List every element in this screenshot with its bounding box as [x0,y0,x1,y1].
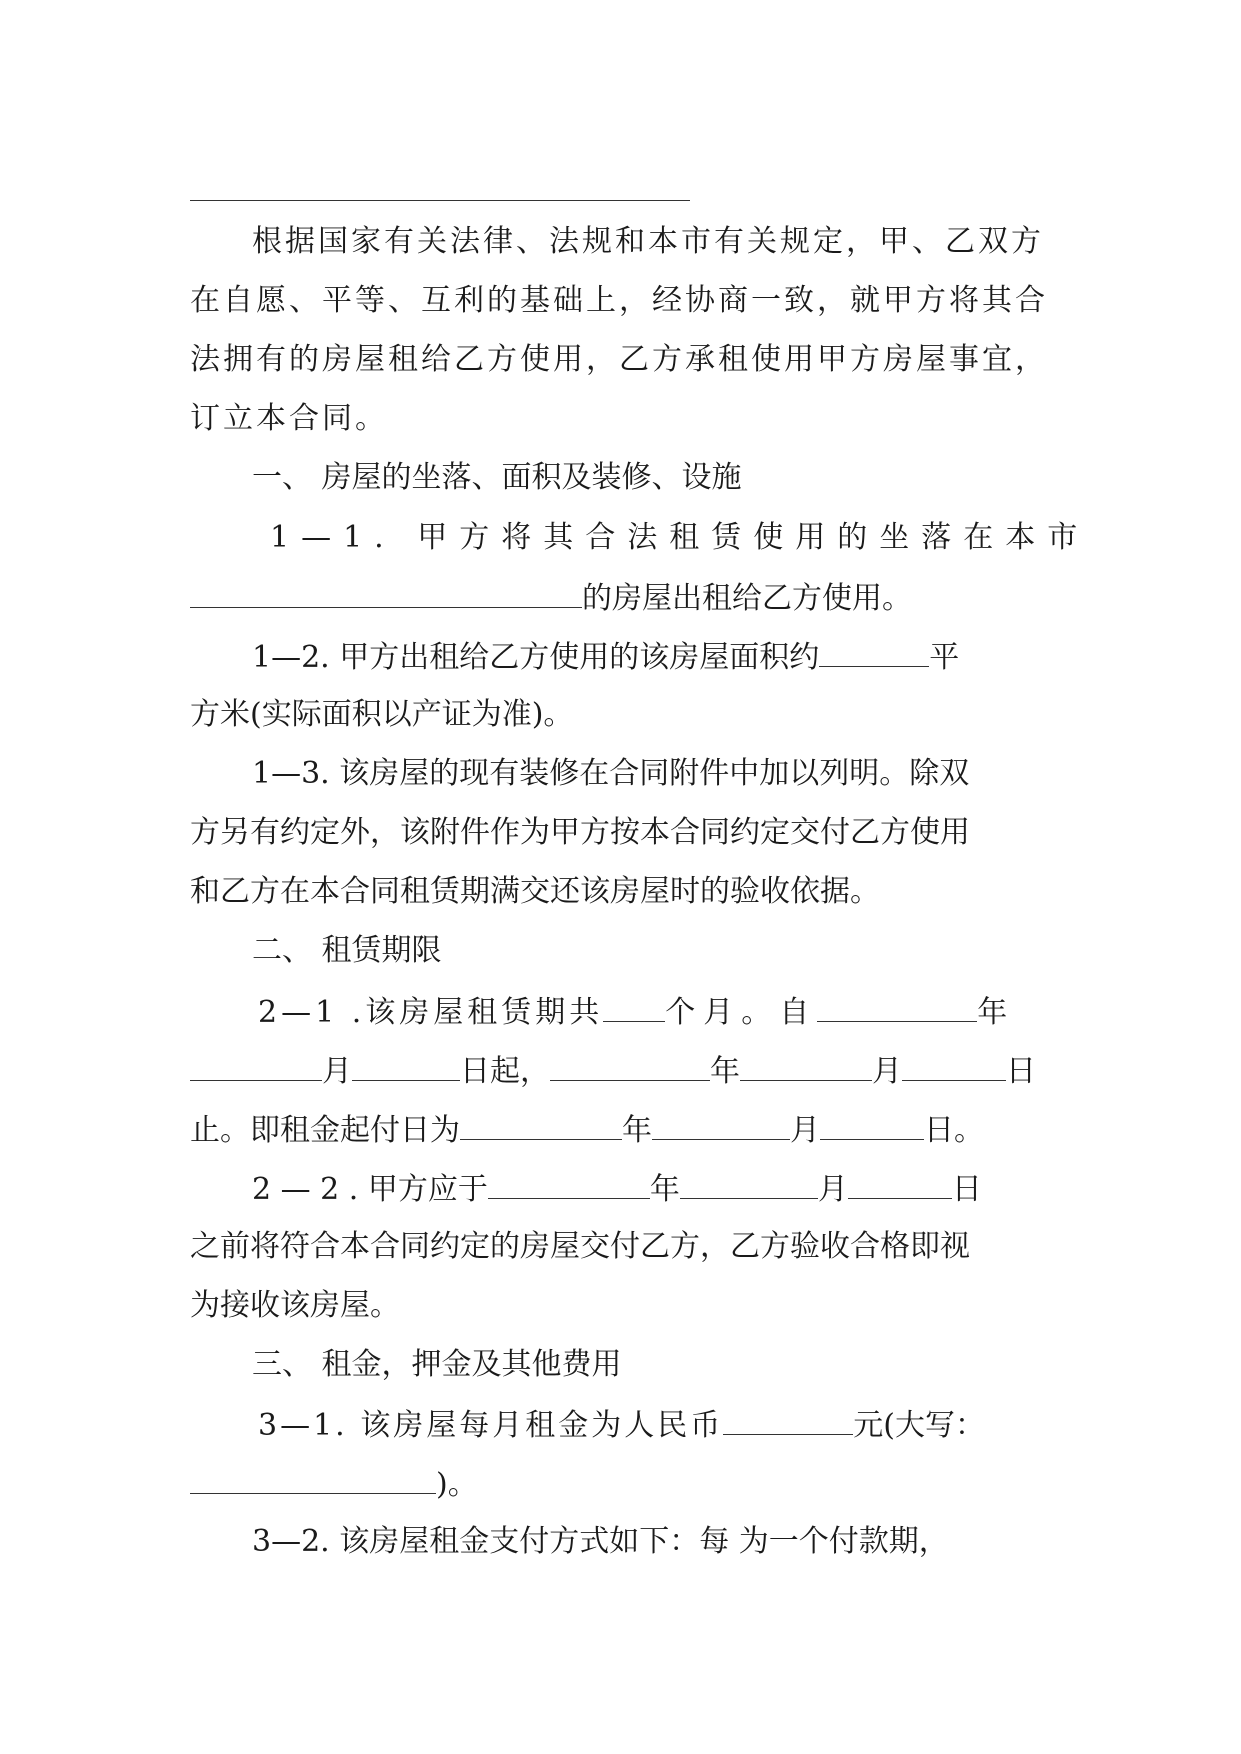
clause-2-2-line-2: 之前将符合本合同约定的房屋交付乙方，乙方验收合格即视 [190,1229,970,1264]
clause-1-2-text: 1—2. 甲方出租给乙方使用的该房屋面积约 [252,640,820,675]
section-3-heading: 三、 租金，押金及其他费用 [252,1347,622,1382]
start-year-blank[interactable] [817,991,977,1022]
section-2-heading: 二、 租赁期限 [252,933,442,968]
clause-1-1-line-1: 1—1. 甲方将其合法租赁使用的坐落在本市 [270,520,1090,555]
clause-1-2-line-2: 方米(实际面积以产证为准)。 [190,697,574,732]
clause-3-1-close: )。 [436,1467,478,1502]
delivery-month-blank[interactable] [680,1168,818,1199]
rent-start-text: 止。即租金起付日为 [190,1113,460,1148]
month-label: 月 [790,1113,820,1148]
year-label: 年 [710,1054,740,1089]
year-label: 年 [622,1113,652,1148]
rent-uppercase-label: 元(大写： [853,1408,985,1443]
day-label: 日 [1006,1054,1036,1089]
clause-1-2-line-1 [252,636,959,678]
end-month-blank[interactable] [740,1050,872,1081]
clause-1-3-line-3: 和乙方在本合同租赁期满交还该房屋时的验收依据。 [190,874,880,909]
clause-2-2-line-1 [252,1168,982,1210]
day-end-label: 日。 [924,1113,984,1148]
year-label: 年 [977,995,1008,1030]
day-label: 日 [951,1172,982,1207]
months-label: 个月。自 [665,995,818,1030]
delivery-year-blank[interactable] [488,1168,650,1199]
address-blank[interactable] [190,577,582,608]
month-label: 月 [817,1172,848,1207]
clause-1-3-line-1: 1—3. 该房屋的现有装修在合同附件中加以列明。除双 [252,756,970,791]
month-label: 月 [872,1054,902,1089]
clause-2-2-line-3: 为接收该房屋。 [190,1288,400,1323]
intro-line-1: 根据国家有关法律、法规和本市有关规定，甲、乙双方 [252,224,1044,259]
clause-2-1-text: 2—1 .该房屋租赁期共 [258,995,604,1030]
section-1-heading: 一、 房屋的坐落、面积及装修、设施 [252,460,742,495]
clause-2-1-line-1 [258,991,1007,1033]
rent-start-month-blank[interactable] [652,1109,790,1140]
clause-1-1-tail: 的房屋出租给乙方使用。 [582,581,912,616]
delivery-day-blank[interactable] [848,1168,952,1199]
lease-months-blank[interactable] [603,991,665,1022]
intro-line-3: 法拥有的房屋租给乙方使用，乙方承租使用甲方房屋事宜， [190,342,1048,377]
start-month-blank[interactable] [190,1050,322,1081]
clause-3-1-text: 3—1. 该房屋每月租金为人民币 [258,1408,724,1443]
clause-1-3-line-2: 方另有约定外，该附件作为甲方按本合同约定交付乙方使用 [190,815,970,850]
rent-uppercase-blank[interactable] [190,1463,436,1494]
clause-3-1-line-2 [190,1463,478,1505]
rent-start-day-blank[interactable] [820,1109,924,1140]
year-label: 年 [649,1172,680,1207]
clause-2-2-text: 2 — 2 . 甲方应于 [252,1172,488,1207]
end-year-blank[interactable] [550,1050,710,1081]
day-from-label: 日起， [460,1054,550,1089]
end-day-blank[interactable] [902,1050,1006,1081]
intro-line-2: 在自愿、平等、互利的基础上，经协商一致，就甲方将其合 [190,283,1048,318]
clause-3-1-line-1 [258,1404,985,1446]
clause-1-1-line-2 [190,577,912,619]
start-day-blank[interactable] [352,1050,460,1081]
clause-2-1-line-2 [190,1050,1036,1092]
monthly-rent-blank[interactable] [723,1404,853,1435]
intro-line-4: 订立本合同。 [190,401,388,436]
month-label: 月 [322,1054,352,1089]
clause-2-1-line-3 [190,1109,984,1151]
clause-3-2-line-1: 3—2. 该房屋租金支付方式如下：每 为一个付款期， [252,1524,949,1559]
clause-1-2-unit: 平 [929,640,960,675]
area-blank[interactable] [819,636,929,667]
top-blank-line [190,200,690,201]
rent-start-year-blank[interactable] [460,1109,622,1140]
